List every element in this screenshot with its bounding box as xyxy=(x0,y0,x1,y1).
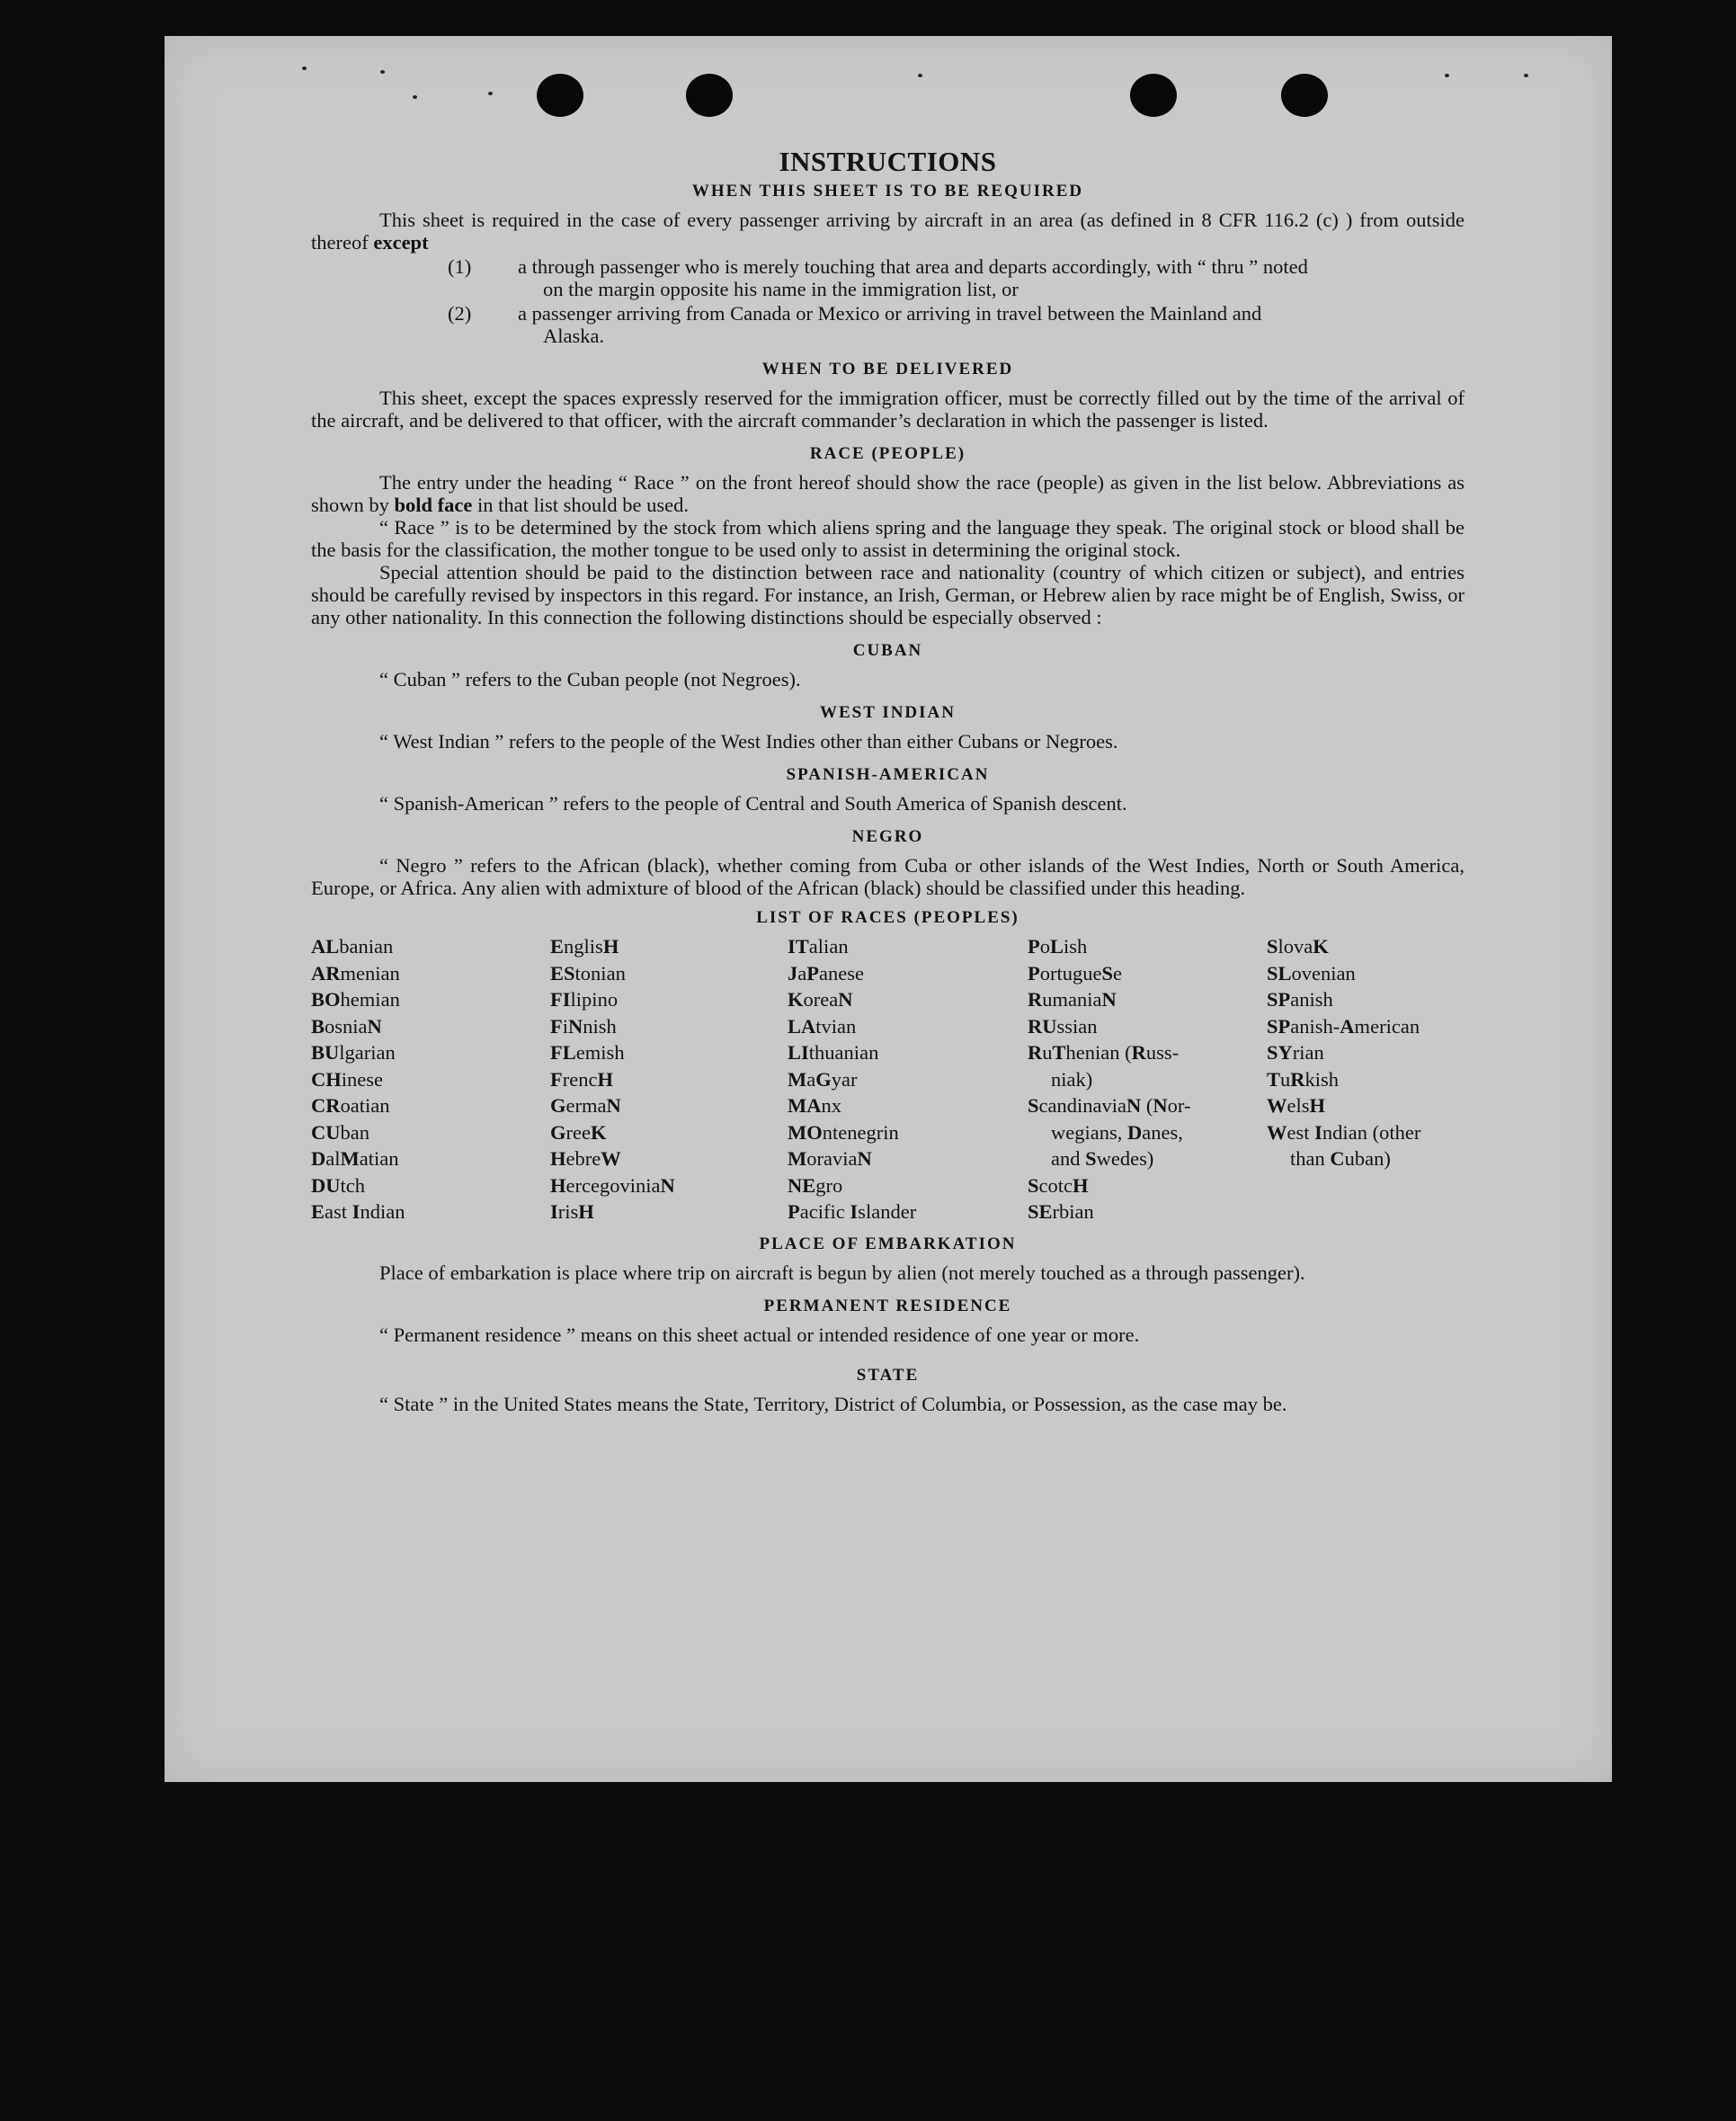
race-entry: DalMatian xyxy=(311,1147,399,1170)
list-of-races xyxy=(311,933,1464,1225)
race-entry: GreeK xyxy=(550,1120,607,1144)
races-column-4 xyxy=(1028,933,1267,1225)
race-entry: HercegoviniaN xyxy=(550,1173,675,1197)
punch-hole-3 xyxy=(1130,74,1177,117)
race-entry: EStonian xyxy=(550,961,626,985)
race-entry: FrencH xyxy=(550,1067,614,1091)
race-entry: wegians, Danes, xyxy=(1051,1120,1183,1144)
exception-item-2: (2) a passenger arriving from Canada or Mexico or arriving in travel between the Mainland and Alaska. xyxy=(448,302,1262,347)
race-entry: LIthuanian xyxy=(788,1041,879,1064)
race-entry: PoLish xyxy=(1028,935,1088,958)
cuban-text: “ Cuban ” refers to the Cuban people (not Negroes). xyxy=(379,668,801,691)
races-column-2 xyxy=(550,933,788,1225)
race-entry: CHinese xyxy=(311,1067,384,1091)
page-title: INSTRUCTIONS xyxy=(779,146,997,177)
race-entry: NEgro xyxy=(788,1173,843,1197)
punch-hole-4 xyxy=(1281,74,1328,117)
race-entry: and Swedes) xyxy=(1051,1147,1154,1170)
race-entry: SPanish-American xyxy=(1267,1014,1420,1038)
state-text: “ State ” in the United States means the State, Territory, District of Columbia, or Possession, as the case may be. xyxy=(379,1392,1287,1415)
embarkation-text: Place of embarkation is place where trip on aircraft is begun by alien (not merely touched as a through passenger). xyxy=(379,1261,1305,1284)
exception-item-1: (1) a through passenger who is merely touching that area and departs accordingly, with “ thru ” noted on the margin opposite his name in the immigration list, or xyxy=(448,255,1308,300)
race-entry: BUlgarian xyxy=(311,1041,396,1064)
heading-west-indian: WEST INDIAN xyxy=(820,703,956,722)
race-entry: GermaN xyxy=(550,1094,621,1117)
bold-face-bold: bold face xyxy=(394,494,473,516)
race-entry: TuRkish xyxy=(1267,1067,1340,1091)
races-column-1 xyxy=(311,933,550,1225)
race-entry: ALbanian xyxy=(311,935,394,958)
race-entry: KoreaN xyxy=(788,988,853,1011)
instructions-content xyxy=(311,146,1464,1415)
race-entry: PortugueSe xyxy=(1028,961,1123,985)
scan-speck xyxy=(302,67,307,70)
race-entry: FiNnish xyxy=(550,1014,617,1038)
heading-spanish-american: SPANISH-AMERICAN xyxy=(786,765,990,784)
heading-state: STATE xyxy=(856,1365,920,1385)
race-entry: JaPanese xyxy=(788,961,865,985)
heading-when-delivered: WHEN TO BE DELIVERED xyxy=(761,360,1014,379)
west-indian-text: “ West Indian ” refers to the people of the West Indies other than either Cubans or Negroes. xyxy=(379,730,1118,753)
race-entry: EnglisH xyxy=(550,935,619,958)
when-delivered-text: This sheet, except the spaces expressly reserved for the immigration officer, must be correctly filled out by the time of the arrival of the aircraft, and be delivered to that officer, with the aircraft commander’s declaration in which the passenger is listed. xyxy=(311,387,1464,432)
residence-text: “ Permanent residence ” means on this sheet actual or intended residence of one year or more. xyxy=(379,1323,1140,1346)
race-entry: BosniaN xyxy=(311,1014,382,1038)
when-required-intro: This sheet is required in the case of every passenger arriving by aircraft in an area (as defined in 8 CFR 116.2 (c) ) from outside thereof except xyxy=(311,209,1464,254)
race-entry: ITalian xyxy=(788,935,849,958)
races-column-5 xyxy=(1267,933,1464,1225)
scan-speck xyxy=(413,95,417,99)
heading-embarkation: PLACE OF EMBARKATION xyxy=(759,1234,1017,1253)
heading-cuban: CUBAN xyxy=(852,641,923,660)
race-entry: LAtvian xyxy=(788,1014,857,1038)
race-entry: CRoatian xyxy=(311,1094,390,1117)
race-entry: ScandinaviaN (Nor- xyxy=(1028,1094,1191,1117)
races-column-3 xyxy=(788,933,1028,1225)
race-entry: RUssian xyxy=(1028,1014,1098,1038)
race-entry: MaGyar xyxy=(788,1067,858,1091)
race-entry: SErbian xyxy=(1028,1200,1094,1223)
scan-speck xyxy=(488,92,493,95)
heading-when-required: WHEN THIS SHEET IS TO BE REQUIRED xyxy=(691,182,1084,201)
race-entry: DUtch xyxy=(311,1173,366,1197)
race-entry: MAnx xyxy=(788,1094,841,1117)
race-entry: than Cuban) xyxy=(1290,1147,1391,1170)
race-entry: SLovenian xyxy=(1267,961,1356,985)
except-bold: except xyxy=(373,231,429,254)
race-entry: SYrian xyxy=(1267,1041,1324,1064)
race-entry: FLemish xyxy=(550,1041,625,1064)
race-entry: ARmenian xyxy=(311,961,400,985)
race-entry: MOntenegrin xyxy=(788,1120,899,1144)
race-entry: WelsH xyxy=(1267,1094,1326,1117)
document-sheet xyxy=(165,36,1612,1782)
heading-race: RACE (PEOPLE) xyxy=(809,444,966,463)
race-entry: BOhemian xyxy=(311,988,400,1011)
race-entry: Pacific Islander xyxy=(788,1200,917,1223)
race-entry: MoraviaN xyxy=(788,1147,872,1170)
negro-text: “ Negro ” refers to the African (black), whether coming from Cuba or other islands of the West Indies, North or South America, Europe, or Africa. Any alien with admixture of blood of the African (black) should be classified under this heading. xyxy=(311,854,1464,899)
race-entry: CUban xyxy=(311,1120,369,1144)
race-entry: SlovaK xyxy=(1267,935,1329,958)
race-entry: HebreW xyxy=(550,1147,621,1170)
race-entry: East Indian xyxy=(311,1200,405,1223)
race-paragraph-1: The entry under the heading “ Race ” on the front hereof should show the race (people) as given in the list below. Abbreviations as shown by bold face in that list should be used. xyxy=(311,471,1464,516)
race-entry: IrisH xyxy=(550,1200,594,1223)
race-paragraph-2: “ Race ” is to be determined by the stock from which aliens spring and the language they speak. The original stock or blood shall be the basis for the classification, the mother tongue to be used only to assist in determining the original stock. xyxy=(311,516,1464,561)
scan-speck xyxy=(1524,74,1528,77)
heading-permanent-residence: PERMANENT RESIDENCE xyxy=(763,1296,1012,1315)
race-entry: RumaniaN xyxy=(1028,988,1117,1011)
race-entry: FIlipino xyxy=(550,988,619,1011)
race-entry: ScotcH xyxy=(1028,1173,1089,1197)
punch-hole-1 xyxy=(537,74,583,117)
scan-speck xyxy=(380,70,385,74)
race-entry: SPanish xyxy=(1267,988,1333,1011)
race-entry: RuThenian (Russ- xyxy=(1028,1041,1180,1064)
heading-list-of-races: LIST OF RACES (PEOPLES) xyxy=(756,908,1019,927)
race-entry: West Indian (other xyxy=(1267,1120,1421,1144)
race-entry: niak) xyxy=(1051,1067,1093,1091)
heading-negro: NEGRO xyxy=(851,827,924,846)
race-paragraph-3: Special attention should be paid to the distinction between race and nationality (country of which citizen or subject), and entries should be carefully revised by inspectors in this regard. For instance, an Irish, German, or Hebrew alien by race might be of English, Swiss, or any other nationality. In this connection the following distinctions should be especially observed : xyxy=(311,561,1464,628)
scan-speck xyxy=(1445,74,1449,77)
scan-speck xyxy=(918,74,922,77)
spanish-american-text: “ Spanish-American ” refers to the people of Central and South America of Spanish descent. xyxy=(379,792,1127,815)
punch-hole-2 xyxy=(686,74,733,117)
